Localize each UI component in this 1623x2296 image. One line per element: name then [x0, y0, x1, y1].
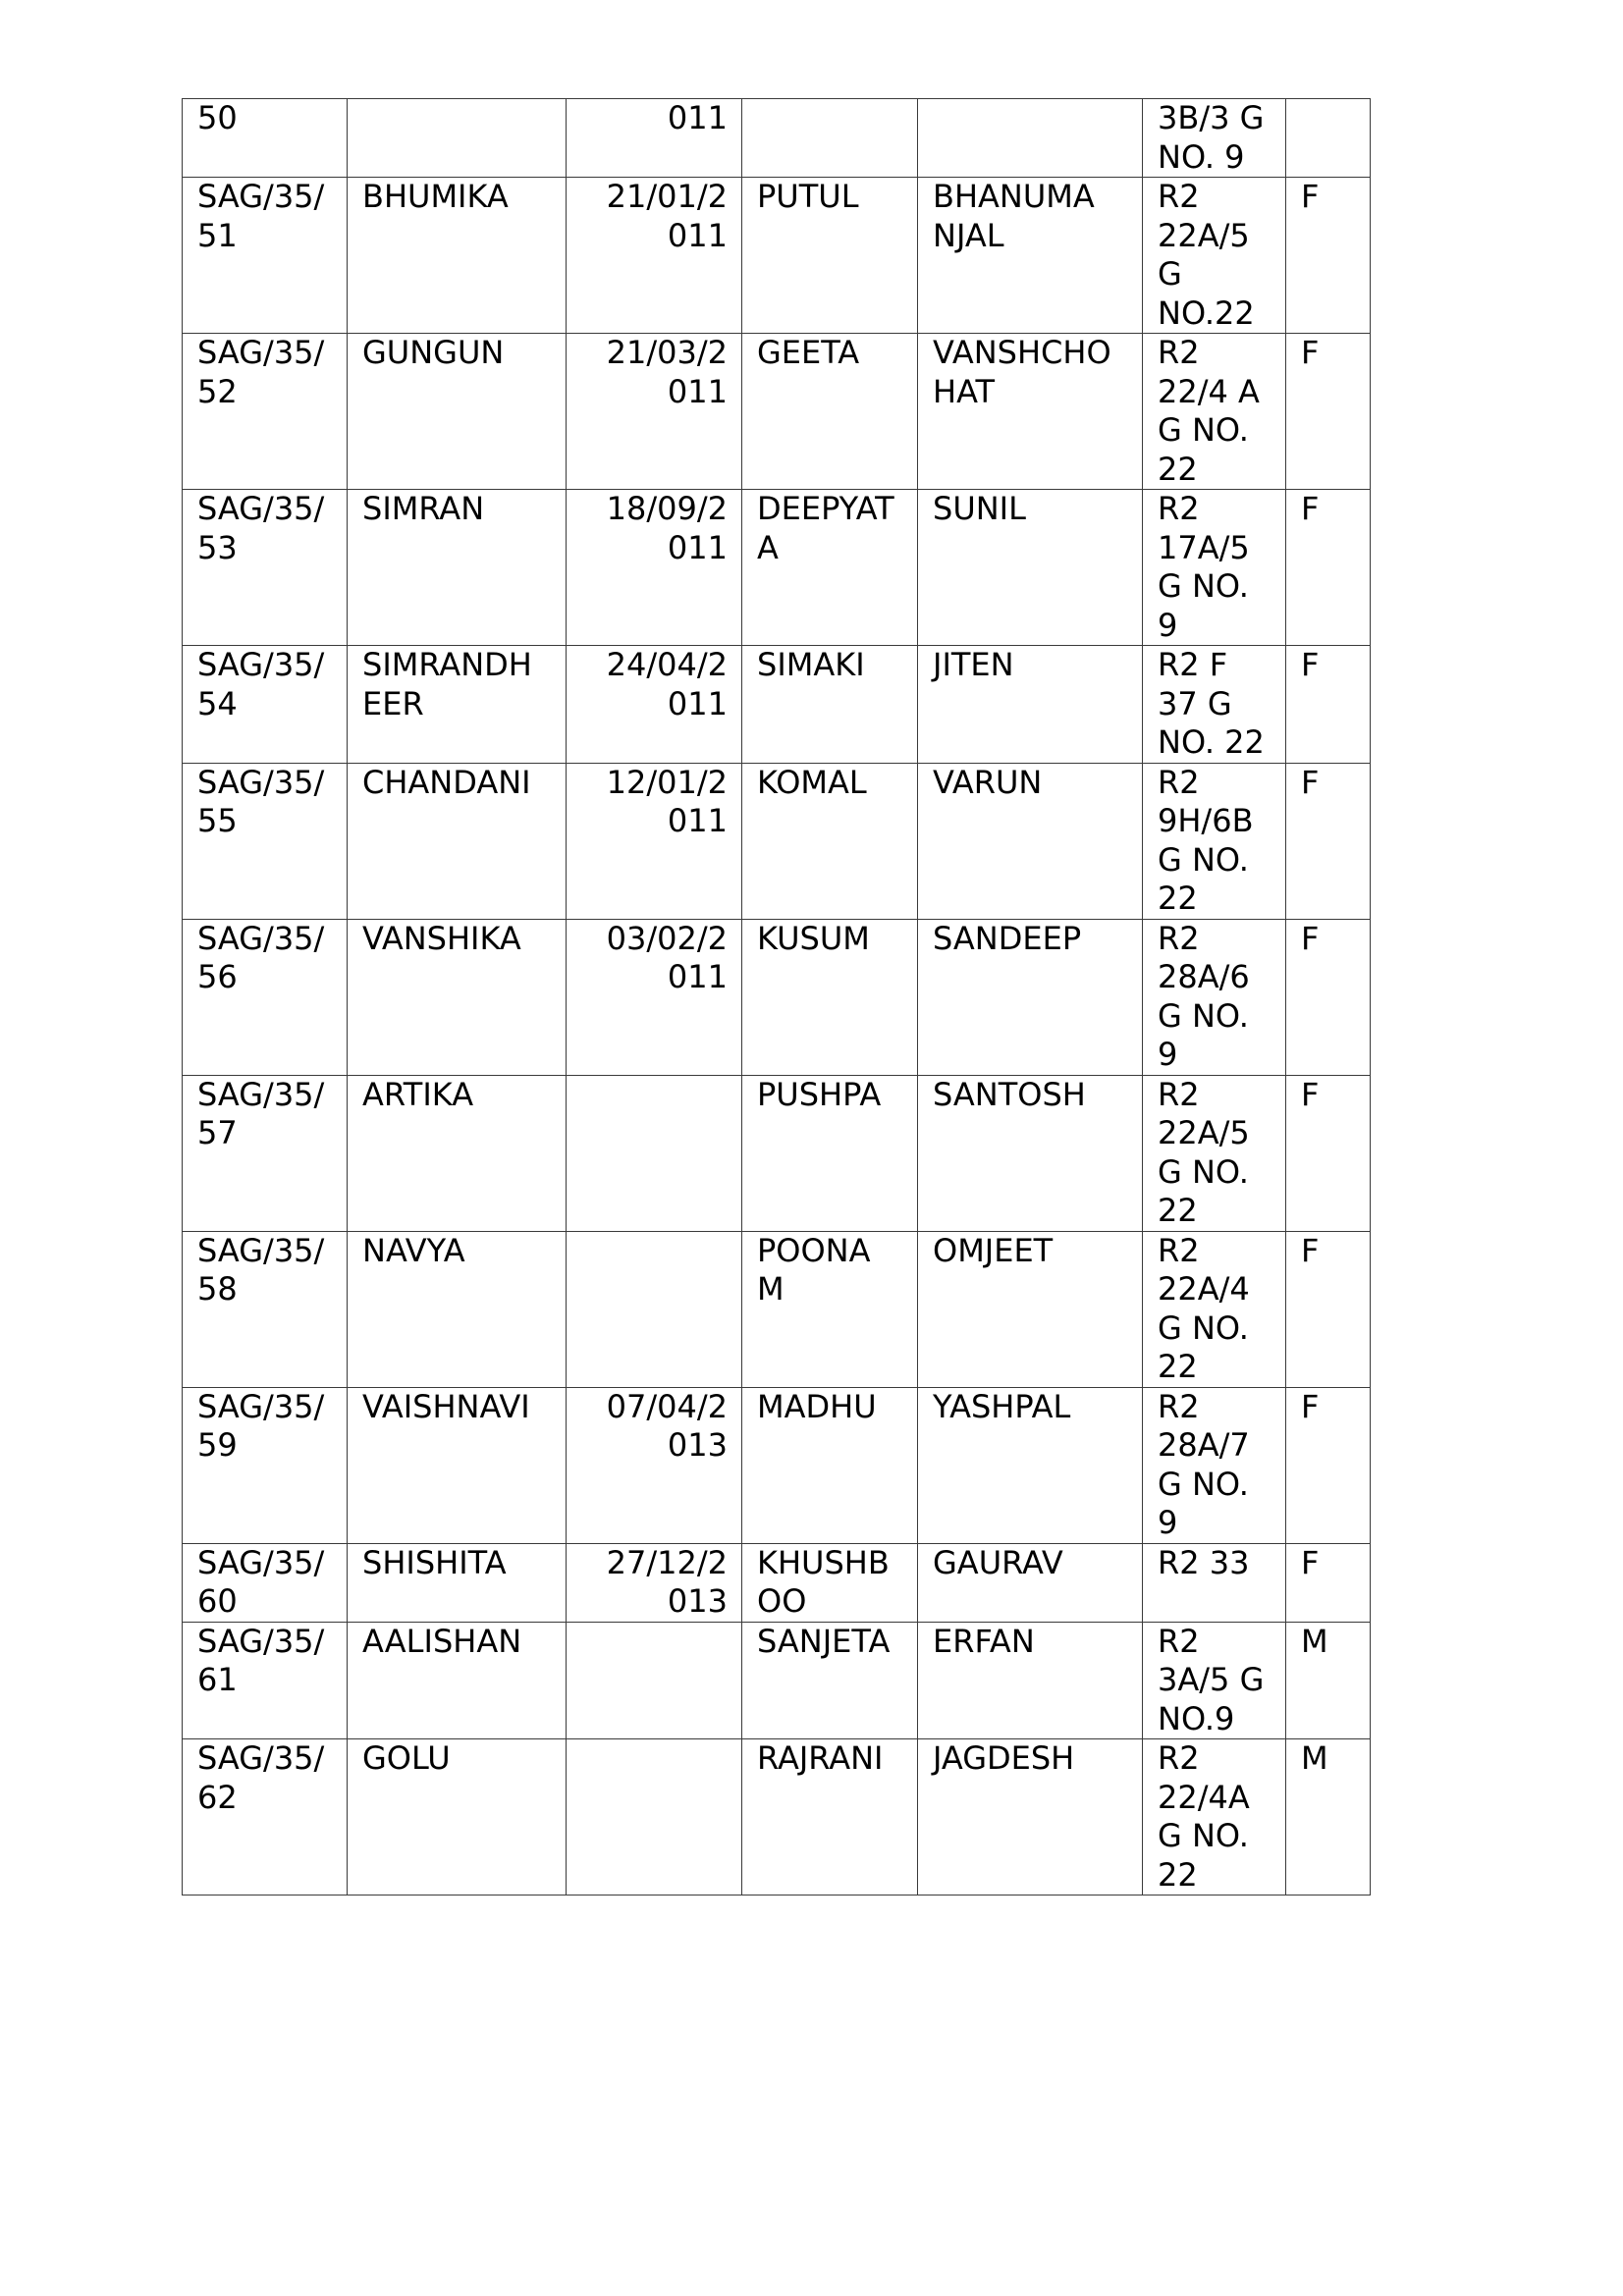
cell-mother-name: POONA M: [742, 1231, 918, 1387]
cell-id: SAG/35/ 53: [183, 490, 348, 646]
cell-father-name: [918, 99, 1143, 178]
cell-address: R2 17A/5 G NO. 9: [1143, 490, 1286, 646]
cell-mother-name: KUSUM: [742, 919, 918, 1075]
table-row: [183, 1622, 1371, 1739]
cell-address: R2 28A/6 G NO. 9: [1143, 919, 1286, 1075]
cell-address: R2 22A/5 G NO. 22: [1143, 1075, 1286, 1231]
cell-name: CHANDANI: [348, 763, 567, 919]
cell-father-name: SANTOSH: [918, 1075, 1143, 1231]
cell-address: R2 22/4 A G NO. 22: [1143, 334, 1286, 490]
cell-address: R2 22A/5 G NO.22: [1143, 178, 1286, 334]
cell-dob: [567, 1622, 742, 1739]
cell-address: R2 9H/6B G NO. 22: [1143, 763, 1286, 919]
cell-mother-name: SANJETA: [742, 1622, 918, 1739]
cell-gender: F: [1286, 763, 1371, 919]
cell-id: SAG/35/ 57: [183, 1075, 348, 1231]
table-row: [183, 1075, 1371, 1231]
cell-id: SAG/35/ 62: [183, 1739, 348, 1896]
table-row: [183, 1739, 1371, 1896]
cell-id: SAG/35/ 61: [183, 1622, 348, 1739]
cell-gender: [1286, 99, 1371, 178]
cell-dob: 27/12/2 013: [567, 1543, 742, 1622]
cell-address: R2 22A/4 G NO. 22: [1143, 1231, 1286, 1387]
cell-name: VAISHNAVI: [348, 1387, 567, 1543]
cell-father-name: JITEN: [918, 646, 1143, 764]
cell-dob: [567, 1739, 742, 1896]
cell-gender: M: [1286, 1622, 1371, 1739]
cell-address: R2 3A/5 G NO.9: [1143, 1622, 1286, 1739]
cell-father-name: VANSHCHO HAT: [918, 334, 1143, 490]
table-row: [183, 1543, 1371, 1622]
cell-mother-name: GEETA: [742, 334, 918, 490]
cell-id: SAG/35/ 59: [183, 1387, 348, 1543]
cell-name: NAVYA: [348, 1231, 567, 1387]
table-row: [183, 1231, 1371, 1387]
cell-father-name: YASHPAL: [918, 1387, 1143, 1543]
cell-address: R2 F 37 G NO. 22: [1143, 646, 1286, 764]
cell-name: SIMRAN: [348, 490, 567, 646]
cell-address: R2 28A/7 G NO. 9: [1143, 1387, 1286, 1543]
cell-dob: [567, 1075, 742, 1231]
cell-gender: F: [1286, 919, 1371, 1075]
cell-mother-name: RAJRANI: [742, 1739, 918, 1896]
table-row: [183, 763, 1371, 919]
cell-dob: [567, 1231, 742, 1387]
cell-father-name: ERFAN: [918, 1622, 1143, 1739]
table-row: [183, 334, 1371, 490]
cell-mother-name: [742, 99, 918, 178]
table-row: [183, 919, 1371, 1075]
cell-mother-name: MADHU: [742, 1387, 918, 1543]
cell-id: SAG/35/ 51: [183, 178, 348, 334]
student-records-table: [182, 98, 1371, 1896]
cell-name: [348, 99, 567, 178]
cell-mother-name: PUSHPA: [742, 1075, 918, 1231]
cell-mother-name: DEEPYAT A: [742, 490, 918, 646]
cell-gender: F: [1286, 334, 1371, 490]
cell-id: SAG/35/ 56: [183, 919, 348, 1075]
table-row: [183, 99, 1371, 178]
cell-gender: F: [1286, 178, 1371, 334]
cell-father-name: GAURAV: [918, 1543, 1143, 1622]
cell-father-name: SANDEEP: [918, 919, 1143, 1075]
cell-name: VANSHIKA: [348, 919, 567, 1075]
table-body: [183, 99, 1371, 1896]
cell-mother-name: KHUSHB OO: [742, 1543, 918, 1622]
table-row: [183, 178, 1371, 334]
cell-name: SIMRANDH EER: [348, 646, 567, 764]
cell-address: R2 22/4A G NO. 22: [1143, 1739, 1286, 1896]
table-row: [183, 490, 1371, 646]
cell-dob: 12/01/2 011: [567, 763, 742, 919]
cell-father-name: SUNIL: [918, 490, 1143, 646]
cell-gender: F: [1286, 1075, 1371, 1231]
cell-id: 50: [183, 99, 348, 178]
cell-dob: 03/02/2 011: [567, 919, 742, 1075]
cell-address: 3B/3 G NO. 9: [1143, 99, 1286, 178]
cell-father-name: BHANUMA NJAL: [918, 178, 1143, 334]
cell-mother-name: KOMAL: [742, 763, 918, 919]
cell-id: SAG/35/ 54: [183, 646, 348, 764]
cell-dob: 24/04/2 011: [567, 646, 742, 764]
cell-id: SAG/35/ 60: [183, 1543, 348, 1622]
cell-name: BHUMIKA: [348, 178, 567, 334]
cell-father-name: JAGDESH: [918, 1739, 1143, 1896]
cell-gender: F: [1286, 1387, 1371, 1543]
cell-name: GOLU: [348, 1739, 567, 1896]
table-row: [183, 646, 1371, 764]
cell-gender: M: [1286, 1739, 1371, 1896]
cell-id: SAG/35/ 52: [183, 334, 348, 490]
cell-dob: 21/01/2 011: [567, 178, 742, 334]
cell-gender: F: [1286, 490, 1371, 646]
cell-father-name: VARUN: [918, 763, 1143, 919]
cell-id: SAG/35/ 55: [183, 763, 348, 919]
cell-dob: 18/09/2 011: [567, 490, 742, 646]
cell-name: AALISHAN: [348, 1622, 567, 1739]
cell-gender: F: [1286, 646, 1371, 764]
cell-name: ARTIKA: [348, 1075, 567, 1231]
cell-id: SAG/35/ 58: [183, 1231, 348, 1387]
cell-gender: F: [1286, 1543, 1371, 1622]
table-row: [183, 1387, 1371, 1543]
cell-name: SHISHITA: [348, 1543, 567, 1622]
cell-mother-name: SIMAKI: [742, 646, 918, 764]
cell-address: R2 33: [1143, 1543, 1286, 1622]
cell-mother-name: PUTUL: [742, 178, 918, 334]
cell-name: GUNGUN: [348, 334, 567, 490]
cell-dob: 07/04/2 013: [567, 1387, 742, 1543]
cell-gender: F: [1286, 1231, 1371, 1387]
cell-dob: 21/03/2 011: [567, 334, 742, 490]
cell-dob: 011: [567, 99, 742, 178]
cell-father-name: OMJEET: [918, 1231, 1143, 1387]
